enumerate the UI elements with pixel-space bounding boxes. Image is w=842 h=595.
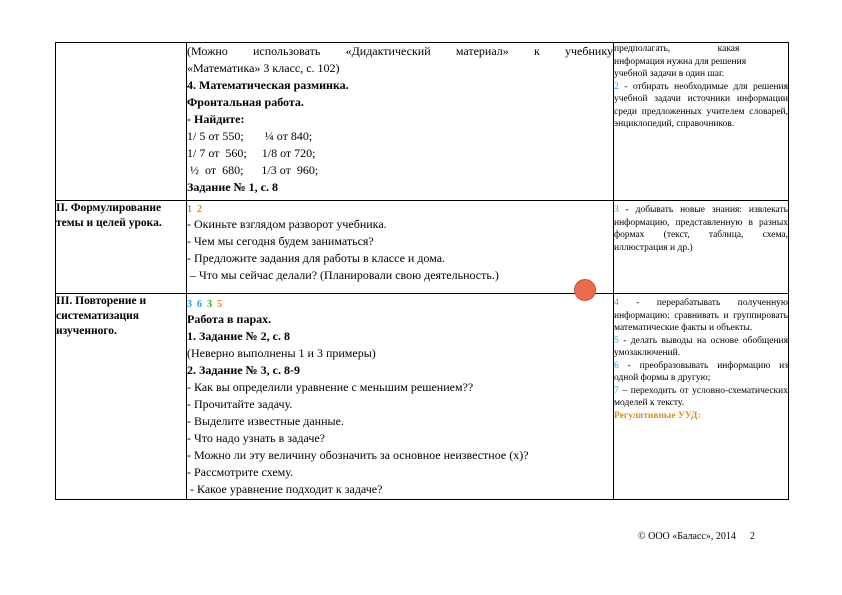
uud-text: - добывать новые знания: извлекать информацию, представленную в разных формах (текст, таблица, схема, иллюстрация и др.) <box>614 205 788 253</box>
uud-line: предполагать, какая <box>614 44 740 54</box>
uud-marker: 5 <box>217 299 222 310</box>
table-row <box>56 43 789 201</box>
uud-item <box>614 335 788 360</box>
stage-cell: II. Формулирование темы и целей урока. <box>56 201 187 294</box>
question-line: - Что надо узнать в задаче? <box>187 431 325 445</box>
question-line: - Какое уравнение подходит к задаче? <box>187 482 383 496</box>
stage-cell <box>56 43 187 201</box>
section-heading: 4. Математическая разминка. <box>187 78 349 92</box>
uud-number: 2 <box>614 81 619 92</box>
uud-cell <box>614 43 789 201</box>
section-heading: Работа в парах. <box>187 312 272 326</box>
uud-line: информация нужна для решения <box>614 56 747 67</box>
uud-number: 5 <box>614 335 619 346</box>
task-reference: Задание № 1, с. 8 <box>187 180 278 194</box>
uud-line: учебной задачи в один шаг. <box>614 69 725 79</box>
text-line: – Что мы сейчас делали? (Планировали свою деятельность.) <box>187 268 499 282</box>
copyright-text: © ООО «Баласс», 2014 <box>638 531 736 542</box>
uud-number: 6 <box>614 360 619 371</box>
uud-text: - перерабатывать полученную информацию: сравнивать и группировать математические факты и объекты. <box>614 298 788 333</box>
uud-marker: 3 <box>187 299 192 310</box>
uud-category-label: Регулятивные УУД: <box>614 410 701 421</box>
exercise-line: 1/ 7 от 560; 1/8 от 720; <box>187 146 316 160</box>
uud-number: 4 <box>614 298 619 308</box>
lesson-table <box>55 42 789 500</box>
page-number: 2 <box>749 531 755 542</box>
question-line: - Прочитайте задачу. <box>187 397 293 411</box>
task-reference: 2. Задание № 3, с. 8-9 <box>187 363 300 377</box>
question-line: - Выделите известные данные. <box>187 414 344 428</box>
uud-item <box>614 81 788 131</box>
exercise-line: 1/ 5 от 550; ¼ от 840; <box>187 129 313 143</box>
activity-cell <box>187 294 614 500</box>
uud-marker: 1 <box>187 204 192 215</box>
text-line: - Предложите задания для работы в классе и дома. <box>187 251 446 265</box>
uud-number: 7 <box>614 385 619 396</box>
task-reference: 1. Задание № 2, с. 8 <box>187 329 290 343</box>
instruction: - Найдите: <box>187 112 245 126</box>
uud-item <box>614 201 788 254</box>
question-line: - Рассмотрите схему. <box>187 465 294 479</box>
text-line: (Неверно выполнены 1 и 3 примеры) <box>187 346 376 360</box>
uud-item <box>614 360 788 385</box>
uud-cell <box>614 294 789 500</box>
uud-marker: 3 <box>207 299 212 310</box>
activity-cell <box>187 43 614 201</box>
table-row <box>56 201 789 294</box>
uud-marker: 6 <box>197 299 202 310</box>
uud-markers <box>187 294 613 311</box>
uud-text: - отбирать необходимые для решения учебной задачи источники информации среди предложенных учителем словарей, энциклопедий, справочников. <box>614 81 788 129</box>
uud-markers <box>187 201 613 216</box>
uud-marker: 2 <box>197 204 202 215</box>
uud-cell <box>614 201 789 294</box>
section-subheading: Фронтальная работа. <box>187 95 304 109</box>
activity-cell <box>187 201 614 294</box>
uud-number: 3 <box>614 205 619 215</box>
text-line: (Можно использовать «Дидактический материал» к учебнику <box>187 44 613 58</box>
uud-text: - делать выводы на основе обобщения умозаключений. <box>614 335 788 358</box>
table-row <box>56 294 789 500</box>
marker-dot <box>574 279 596 301</box>
uud-item <box>614 385 788 410</box>
text-line: - Окиньте взглядом разворот учебника. <box>187 217 387 231</box>
question-line: - Можно ли эту величину обозначить за основное неизвестное (х)? <box>187 448 529 462</box>
text-line: - Чем мы сегодня будем заниматься? <box>187 234 374 248</box>
text-line: «Математика» 3 класс, с. 102) <box>187 61 340 75</box>
question-line: - Как вы определили уравнение с меньшим решением?? <box>187 380 474 394</box>
uud-text: - преобразовывать информацию из одной формы в другую; <box>614 360 788 383</box>
page-footer <box>638 531 755 542</box>
uud-text: – переходить от условно-схематических моделей к тексту. <box>614 385 788 408</box>
exercise-line: ½ от 680; 1/3 от 960; <box>187 163 319 177</box>
stage-cell: III. Повторение и систематизация изученного. <box>56 294 187 500</box>
uud-item <box>614 294 788 335</box>
